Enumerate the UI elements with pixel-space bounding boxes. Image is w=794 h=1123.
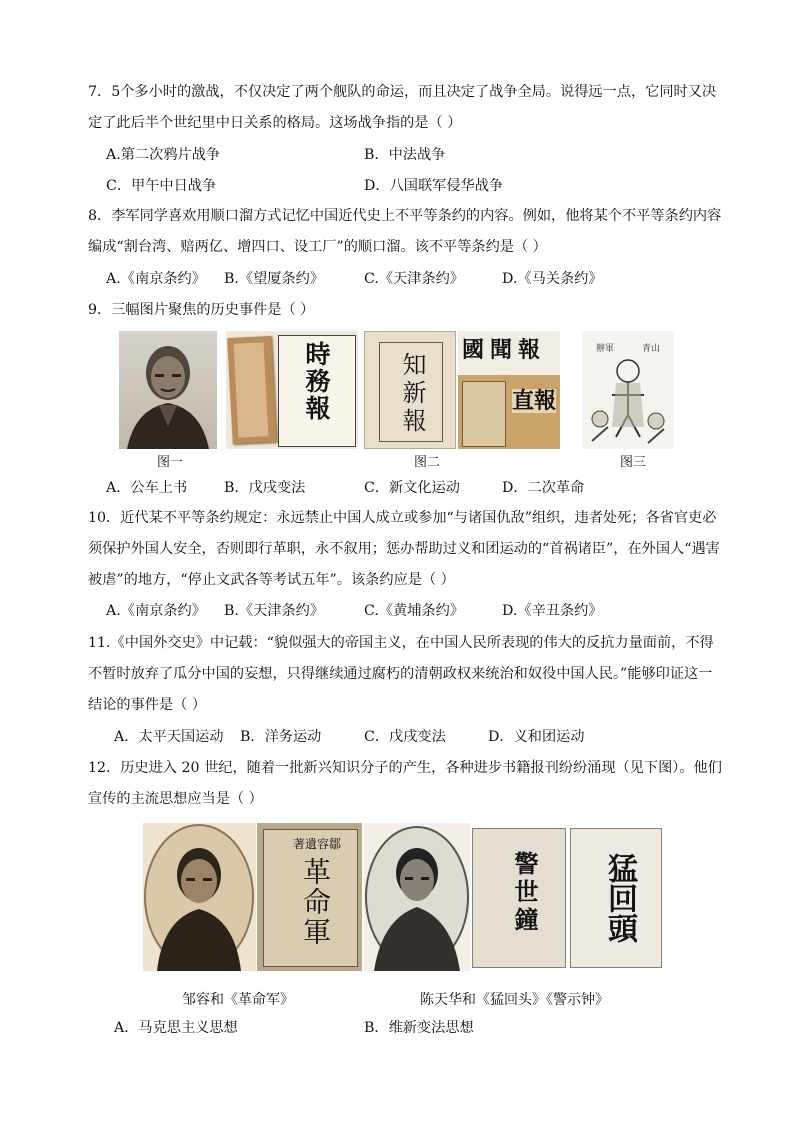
jingshizhong-title: 警世鐘 xyxy=(510,851,539,935)
q12-caption-2: 陈天华和《猛回头》《警示钟》 xyxy=(420,992,609,1008)
q12-option-b[interactable]: B．维新变法思想 xyxy=(364,1020,474,1036)
q7-option-b[interactable]: B．中法战争 xyxy=(364,147,446,163)
q8-option-d[interactable]: D.《马关条约》 xyxy=(502,271,603,287)
q9-option-b[interactable]: B．戊戌变法 xyxy=(224,480,306,496)
q7-option-a[interactable]: A.第二次鸦片战争 xyxy=(106,147,221,163)
q12-caption-1: 邹容和《革命军》 xyxy=(182,992,294,1008)
q11-option-c[interactable]: C．戊戌变法 xyxy=(364,729,446,745)
q9-caption-2: 图二 xyxy=(414,455,441,470)
q12-stem-line2: 宣传的主流思想应当是（ ） xyxy=(88,791,263,807)
q10-stem-line2: 须保护外国人安全，否则即行革职，永不叙用；惩办帮助过义和团运动的“首祸诸臣”，在外国人“遇害 xyxy=(88,541,720,557)
q11-stem-line1: 11.《中国外交史》中记载：“貌似强大的帝国主义，在中国人民所表现的伟大的反抗力量面前，不得 xyxy=(88,635,714,651)
portrait-figure-icon xyxy=(364,823,470,971)
q9-cartoon xyxy=(582,331,674,449)
q7-stem-line1: 7．5个多小时的激战，不仅决定了两个舰队的命运，而且决定了战争全局。说得远一点，它同时又决 xyxy=(88,84,717,100)
q10-option-b[interactable]: B.《天津条约》 xyxy=(224,603,325,619)
svg-text:辦軍: 辦軍 xyxy=(596,344,615,354)
q12-chentianhua-portrait xyxy=(364,823,470,971)
q9-option-c[interactable]: C．新文化运动 xyxy=(364,480,460,496)
q12-book-jingshizhong xyxy=(472,828,566,968)
q9-newspaper-shiwubao xyxy=(226,331,358,449)
gemingjun-author: 鄒容遺著 xyxy=(293,837,342,851)
q11-option-b[interactable]: B．洋务运动 xyxy=(240,729,322,745)
q8-option-a[interactable]: A.《南京条约》 xyxy=(106,271,206,287)
q11-stem-line3: 结论的事件是（ ） xyxy=(88,697,207,713)
q9-portrait-photo xyxy=(119,331,217,449)
q12-zourong-portrait xyxy=(143,823,256,971)
guowenbao-title: 報聞國 xyxy=(462,337,547,363)
q10-option-c[interactable]: C.《黄埔条约》 xyxy=(364,603,464,619)
q9-newspaper-guowenbao xyxy=(458,331,560,449)
shiwubao-title: 時務報 xyxy=(302,341,331,422)
portrait-figure-icon xyxy=(143,823,256,971)
q11-stem-line2: 不暂时放弃了瓜分中国的妄想，只得继续通过腐朽的清朝政权来统治和奴役中国人民。”能够印证这一 xyxy=(88,666,713,682)
q10-option-a[interactable]: A.《南京条约》 xyxy=(106,603,206,619)
q10-option-d[interactable]: D.《辛丑条约》 xyxy=(502,603,603,619)
q9-option-a[interactable]: A．公车上书 xyxy=(106,480,188,496)
q9-caption-3: 图三 xyxy=(620,455,647,470)
q9-caption-1: 图一 xyxy=(157,455,184,470)
q12-option-a[interactable]: A．马克思主义思想 xyxy=(114,1020,238,1036)
q9-stem: 9．三幅图片聚焦的历史事件是（ ） xyxy=(88,302,315,318)
q7-option-c[interactable]: C．甲午中日战争 xyxy=(106,178,217,194)
q7-option-d[interactable]: D．八国联军侵华战争 xyxy=(364,178,504,194)
q10-stem-line3: 被虐”的地方，“停止文武各等考试五年”。该条约应是（ ） xyxy=(88,572,455,588)
q11-option-a[interactable]: A．太平天国运动 xyxy=(114,729,224,745)
gemingjun-title: 革命軍 xyxy=(299,857,332,947)
zhibao-title: 直報 xyxy=(512,388,557,414)
q7-stem-line2: 定了此后半个世纪里中日关系的格局。这场战争指的是（ ） xyxy=(88,115,462,131)
q11-option-d[interactable]: D．义和团运动 xyxy=(488,729,585,745)
q9-option-d[interactable]: D．二次革命 xyxy=(502,480,585,496)
q9-newspaper-zhixinbao xyxy=(364,331,456,449)
q12-book-gemingjun xyxy=(257,823,362,971)
zhixinbao-title: 知新報 xyxy=(398,352,426,436)
cartoon-figures-icon xyxy=(582,331,674,449)
q8-stem-line1: 8．李军同学喜欢用顺口溜方式记忆中国近代史上不平等条约的内容。例如，他将某个不平等条约内容 xyxy=(88,208,722,224)
menghuitou-title: 猛回頭 xyxy=(602,853,637,943)
q12-book-menghuitou xyxy=(570,828,662,968)
q8-stem-line2: 编成“割台湾、赔两亿、增四口、设工厂”的顺口溜。该不平等条约是（ ） xyxy=(88,239,547,255)
portrait-figure-icon xyxy=(119,331,217,449)
q8-option-b[interactable]: B.《望厦条约》 xyxy=(224,271,325,287)
q8-option-c[interactable]: C.《天津条约》 xyxy=(364,271,464,287)
q12-stem-line1: 12．历史进入 20 世纪，随着一批新兴知识分子的产生，各种进步书籍报刊纷纷涌现（见下图）。他们 xyxy=(88,760,722,776)
q10-stem-line1: 10．近代某不平等条约规定：永远禁止中国人成立或参加“与诸国仇敌”组织，违者处死；各省官吏必 xyxy=(88,510,717,526)
svg-text:青山: 青山 xyxy=(642,344,661,354)
